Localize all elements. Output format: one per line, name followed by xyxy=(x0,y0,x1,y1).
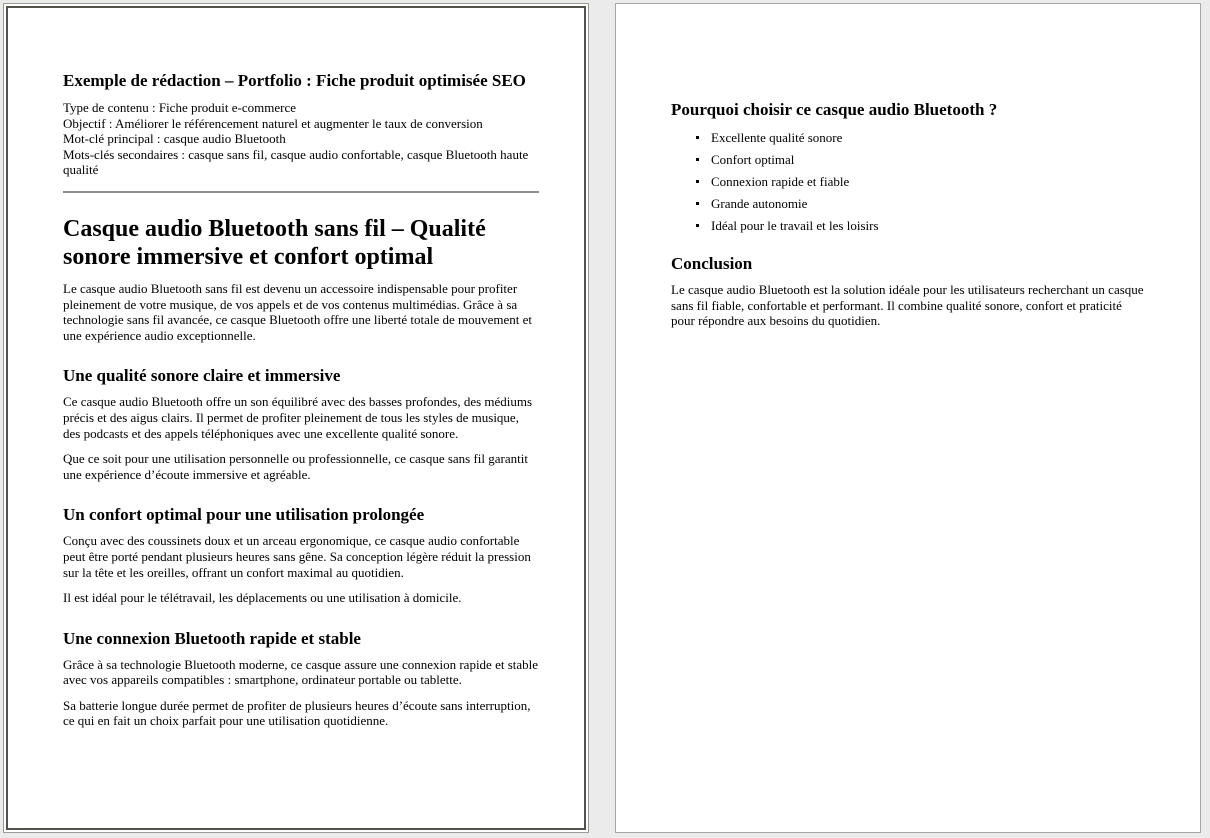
section-heading-sound: Une qualité sonore claire et immersive xyxy=(63,366,341,386)
portfolio-title: Exemple de rédaction – Portfolio : Fiche produit optimisée SEO xyxy=(63,71,526,90)
conclusion-paragraph: Le casque audio Bluetooth est la solution idéale pour les utilisateurs recherchant un casque sans fil fiable, confortable et performant. Il combine qualité sonore, confort et praticité pour répondre aux besoins du quotidien. xyxy=(671,282,1144,329)
bullet-icon xyxy=(696,224,699,227)
section-paragraph: Ce casque audio Bluetooth offre un son équilibré avec des basses profondes, des médiums précis et des aigus clairs. Il permet de profiter pleinement de tous les styles de musique, des podcasts et des appels téléphoniques avec une excellente qualité sonore. xyxy=(63,394,533,441)
benefit-item xyxy=(695,130,1145,145)
section-paragraph: Il est idéal pour le télétravail, les déplacements ou une utilisation à domicile. xyxy=(63,590,462,606)
section-sound-quality xyxy=(63,365,539,482)
benefits-list xyxy=(695,130,1145,233)
benefit-item xyxy=(695,218,1145,233)
meta-line-objective: Objectif : Améliorer le référencement naturel et augmenter le taux de conversion xyxy=(63,115,483,131)
conclusion-heading: Conclusion xyxy=(671,254,753,273)
section-paragraph: Conçu avec des coussinets doux et un arceau ergonomique, ce casque audio confortable peut être porté pendant plusieurs heures sans gêne. Sa conception légère réduit la pression sur la tête et les oreilles, offrant un confort maximal au quotidien. xyxy=(63,533,531,580)
section-comfort xyxy=(63,504,539,605)
product-heading: Casque audio Bluetooth sans fil – Qualité sonore immersive et confort optimal xyxy=(63,215,486,270)
benefit-label: Confort optimal xyxy=(711,152,795,167)
bullet-icon xyxy=(696,180,699,183)
section-paragraph: Grâce à sa technologie Bluetooth moderne, ce casque assure une connexion rapide et stable avec vos appareils compatibles : smartphone, ordinateur portable ou tablette. xyxy=(63,656,539,688)
meta-block xyxy=(63,100,539,178)
intro-paragraph: Le casque audio Bluetooth sans fil est devenu un accessoire indispensable pour profiter pleinement de votre musique, de vos appels et de vos contenus multimédias. Grâce à sa technologie sans fil avancée, ce casque Bluetooth offre une liberté totale de mouvement et une expérience audio exceptionnelle. xyxy=(63,280,533,343)
section-connection xyxy=(63,628,539,729)
benefits-heading: Pourquoi choisir ce casque audio Bluetooth ? xyxy=(671,100,998,119)
benefit-label: Connexion rapide et fiable xyxy=(711,174,850,189)
section-paragraph: Sa batterie longue durée permet de profiter de plusieurs heures d’écoute sans interruption, ce qui en fait un choix parfait pour une utilisation quotidienne. xyxy=(63,697,531,729)
bullet-icon xyxy=(696,158,699,161)
benefit-label: Excellente qualité sonore xyxy=(711,130,843,145)
benefit-item xyxy=(695,174,1145,189)
section-heading-connection: Une connexion Bluetooth rapide et stable xyxy=(63,628,361,648)
divider-rule xyxy=(63,191,539,193)
benefit-item xyxy=(695,152,1145,167)
benefit-label: Idéal pour le travail et les loisirs xyxy=(711,218,879,233)
bullet-icon xyxy=(696,202,699,205)
benefit-item xyxy=(695,196,1145,211)
meta-line-content-type: Type de contenu : Fiche produit e-commerce xyxy=(63,100,297,115)
page-2 xyxy=(615,3,1201,833)
page-1 xyxy=(6,6,586,830)
section-paragraph: Que ce soit pour une utilisation personnelle ou professionnelle, ce casque sans fil garantit une expérience d’écoute immersive et agréable. xyxy=(63,451,528,482)
section-heading-comfort: Un confort optimal pour une utilisation prolongée xyxy=(63,505,425,525)
benefit-label: Grande autonomie xyxy=(711,196,808,211)
meta-line-secondary-keywords: Mots-clés secondaires : casque sans fil, casque audio confortable, casque Bluetooth haute qualité xyxy=(63,146,529,178)
bullet-icon xyxy=(696,136,699,139)
meta-line-main-keyword: Mot-clé principal : casque audio Bluetooth xyxy=(63,131,286,147)
